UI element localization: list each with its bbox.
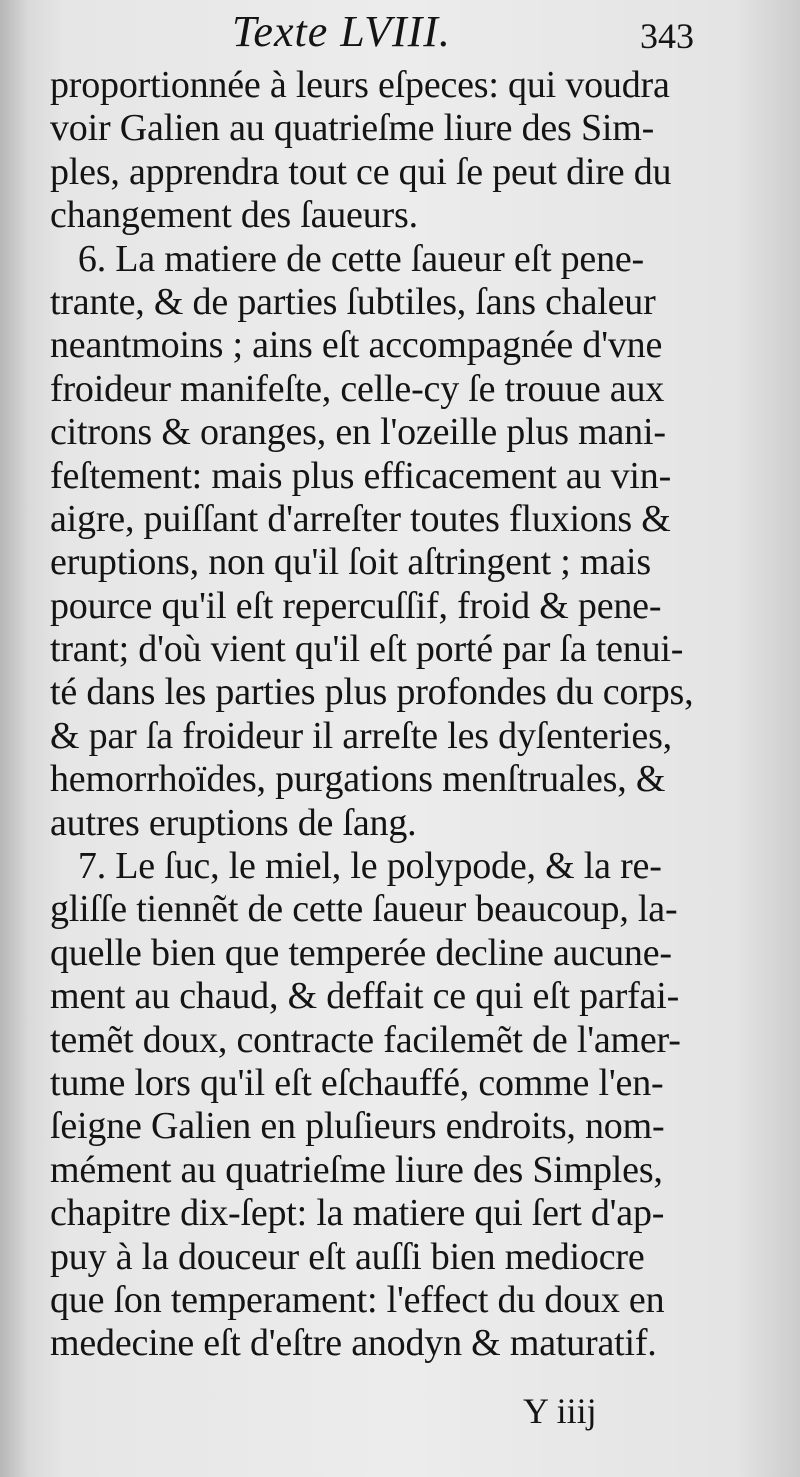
gutter-shadow: [0, 0, 28, 1477]
text-line: froideur manifeſte, celle-cy ſe trouue aux: [50, 367, 665, 410]
page-number: 343: [640, 16, 694, 56]
text-line: gliſſe tiennẽt de cette ſaueur beaucoup, la-: [50, 888, 678, 931]
text-line: aigre, puiſſant d'arreſter toutes fluxions &: [50, 497, 671, 540]
text-line: que ſon temperament: l'effect du doux en: [50, 1278, 665, 1321]
text-line: 7. Le ſuc, le miel, le polypode, & la re-: [50, 845, 662, 888]
text-line: mément au quatrieſme liure des Simples,: [50, 1148, 663, 1191]
text-line: & par ſa froideur il arreſte les dyſenteries,: [50, 714, 672, 757]
text-line: neantmoins ; ains eſt accompagnée d'vne: [50, 324, 663, 367]
text-line: chapitre dix-ſept: la matiere qui ſert d'ap-: [50, 1192, 665, 1235]
text-line: pource qu'il eſt repercuſſif, froid & pene-: [50, 584, 662, 627]
text-line: medecine eſt d'eſtre anodyn & maturatif.: [50, 1322, 657, 1365]
text-line: quelle bien que temperée decline aucune-: [50, 931, 672, 974]
signature-mark: Y iiij: [523, 1391, 597, 1431]
page-footer: [0, 1386, 800, 1436]
text-line: puy à la douceur eſt auſſi bien mediocre: [50, 1235, 645, 1278]
text-line: 6. La matiere de cette ſaueur eſt pene-: [50, 237, 644, 280]
page-header: [0, 2, 800, 62]
running-title: Texte LVIII.: [232, 7, 451, 56]
text-line: changement des ſaueurs.: [50, 194, 418, 237]
text-line: ment au chaud, & deffait ce qui eſt parfai-: [50, 975, 680, 1018]
text-line: temẽt doux, contracte facilemẽt de l'amer-: [50, 1018, 681, 1061]
text-line: citrons & oranges, en l'ozeille plus mani-: [50, 411, 666, 454]
text-line: trante, & de parties ſubtiles, ſans chaleur: [50, 280, 656, 323]
text-line: trant; d'où vient qu'il eſt porté par ſa tenui-: [50, 628, 684, 671]
text-line: eruptions, non qu'il ſoit aſtringent ; mais: [50, 541, 651, 584]
text-line: feſtement: mais plus efficacement au vin-: [50, 454, 672, 497]
text-line: té dans les parties plus profondes du corps,: [50, 671, 694, 714]
text-line: ples, apprendra tout ce qui ſe peut dire du: [50, 150, 672, 193]
text-line: voir Galien au quatrieſme liure des Sim-: [50, 107, 655, 150]
text-line: tume lors qu'il eſt eſchauffé, comme l'en-: [50, 1061, 664, 1104]
text-line: ſeigne Galien en pluſieurs endroits, nom-: [50, 1105, 665, 1148]
body-text: [50, 64, 730, 1366]
text-line: proportionnée à leurs eſpeces: qui voudra: [50, 64, 670, 106]
text-line: hemorrhoïdes, purgations menſtruales, &: [50, 758, 666, 801]
text-line: autres eruptions de ſang.: [50, 801, 417, 844]
